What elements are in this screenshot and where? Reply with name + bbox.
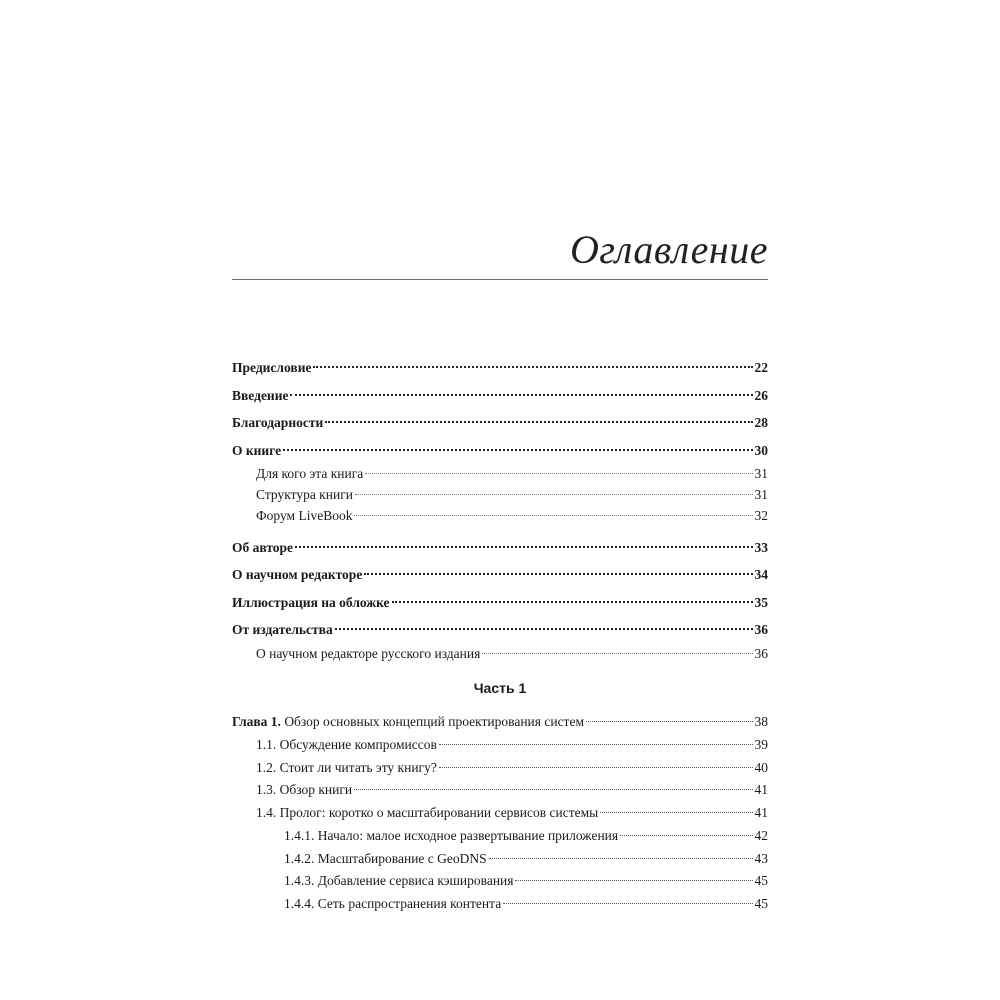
toc-entry-page: 30 — [754, 443, 768, 458]
toc-entry-acknowledgements[interactable] — [232, 413, 768, 433]
leader-dots — [482, 653, 752, 654]
toc-entry-page: 41 — [754, 782, 768, 797]
toc-entry-label: Об авторе — [232, 540, 294, 555]
leader-dots — [515, 880, 752, 881]
toc-entry-label: О книге — [232, 443, 282, 458]
leader-dots — [600, 812, 752, 813]
toc-entry-scientific-editor[interactable] — [232, 565, 768, 585]
leader-dots — [354, 515, 752, 516]
leader-dots — [355, 494, 753, 495]
leader-dots — [290, 394, 752, 396]
toc-entry-page: 31 — [754, 466, 768, 481]
toc-entry-subsection[interactable] — [232, 871, 768, 891]
page-title: Оглавление — [569, 227, 768, 272]
toc-entry-chapter-1[interactable] — [232, 712, 768, 732]
toc-entry-label: 1.4.4. Сеть распространения контента — [284, 896, 502, 911]
toc-entry-page: 45 — [754, 896, 768, 911]
toc-entry-page: 45 — [754, 873, 768, 888]
toc-entry-page: 43 — [754, 851, 768, 866]
toc-entry-page: 32 — [754, 508, 768, 523]
leader-dots — [586, 721, 753, 722]
leader-dots — [392, 601, 753, 603]
leader-dots — [295, 546, 752, 548]
toc-entry-label: Для кого эта книга — [256, 466, 364, 481]
toc-entry-label: Структура книги — [256, 487, 353, 502]
toc-entry-page: 22 — [754, 360, 768, 375]
toc-entry-page: 41 — [754, 805, 768, 820]
toc-entry-page: 28 — [754, 415, 768, 430]
leader-dots — [283, 449, 752, 451]
leader-dots — [313, 366, 752, 368]
leader-dots — [335, 628, 753, 630]
toc-entry-page: 35 — [754, 595, 768, 610]
toc-entry-page: 31 — [754, 487, 768, 502]
toc-entry-audience[interactable] — [232, 464, 768, 484]
toc-entry-label: О научном редакторе — [232, 567, 363, 582]
toc-entry-subsection[interactable] — [232, 894, 768, 914]
leader-dots — [364, 573, 752, 575]
toc-entry-label: 1.4.2. Масштабирование с GeoDNS — [284, 851, 487, 866]
toc-entry-about-author[interactable] — [232, 538, 768, 558]
toc-entry-cover-illustration[interactable] — [232, 593, 768, 613]
toc-entry-section[interactable] — [232, 780, 768, 800]
toc-entry-label: 1.1. Обсуждение компромиссов — [256, 737, 437, 752]
toc-entry-about-book[interactable] — [232, 441, 768, 461]
toc-entry-label: 1.4.1. Начало: малое исходное развертывание приложения — [284, 828, 619, 843]
toc-entry-label: Иллюстрация на обложке — [232, 595, 390, 610]
leader-dots — [325, 421, 752, 423]
toc-entry-from-publisher[interactable] — [232, 620, 768, 640]
leader-dots — [503, 903, 752, 904]
toc-entry-preface[interactable] — [232, 358, 768, 378]
toc-entry-introduction[interactable] — [232, 386, 768, 406]
toc-entry-section[interactable] — [232, 803, 768, 823]
leader-dots — [620, 835, 752, 836]
toc-entry-label: Благодарности — [232, 415, 324, 430]
toc-entry-label: 1.2. Стоит ли читать эту книгу? — [256, 760, 437, 775]
toc-entry-page: 36 — [754, 646, 768, 661]
chapter-title: Обзор основных концепций проектирования систем — [280, 714, 584, 729]
leader-dots — [489, 858, 753, 859]
toc-entry-label: 1.3. Обзор книги — [256, 782, 353, 797]
toc-entry-page: 42 — [754, 828, 768, 843]
toc-entry-page: 33 — [754, 540, 768, 555]
toc-entry-label: 1.4. Пролог: коротко о масштабировании сервисов системы — [256, 805, 599, 820]
toc-entry-label: О научном редакторе русского издания — [256, 646, 481, 661]
toc-entry-subsection[interactable] — [232, 849, 768, 869]
toc-entry-page: 34 — [754, 567, 768, 582]
chapter-prefix: Глава 1. — [232, 714, 281, 729]
toc-entry-label: От издательства — [232, 622, 333, 637]
toc-entry-label: Введение — [232, 388, 289, 403]
toc-entry-russian-editor[interactable] — [232, 644, 768, 664]
toc-entry-page: 40 — [754, 760, 768, 775]
toc-entry-subsection[interactable] — [232, 826, 768, 846]
toc-entry-label: Предисловие — [232, 360, 312, 375]
leader-dots — [439, 767, 753, 768]
toc-entry-label — [232, 712, 584, 732]
toc-entry-page: 36 — [754, 622, 768, 637]
leader-dots — [439, 744, 753, 745]
leader-dots — [365, 473, 752, 474]
toc-entry-page: 38 — [754, 714, 768, 729]
toc-entry-section[interactable] — [232, 758, 768, 778]
toc-entry-label: Форум LiveBook — [256, 508, 353, 523]
toc-entry-label: 1.4.3. Добавление сервиса кэширования — [284, 873, 514, 888]
toc-entry-structure[interactable] — [232, 485, 768, 505]
part-heading: Часть 1 — [473, 680, 527, 696]
title-rule — [232, 279, 768, 280]
leader-dots — [354, 789, 752, 790]
toc-entry-forum[interactable] — [232, 506, 768, 526]
toc-entry-page: 26 — [754, 388, 768, 403]
toc-entry-page: 39 — [754, 737, 768, 752]
toc-entry-section[interactable] — [232, 735, 768, 755]
